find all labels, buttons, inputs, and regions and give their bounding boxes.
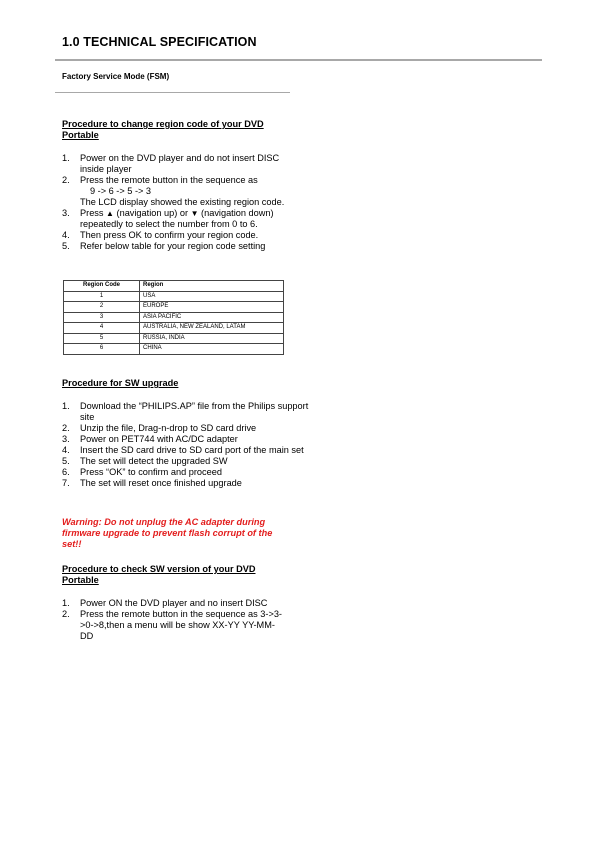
table-row: 3 ASIA PACIFIC <box>64 312 284 323</box>
table-row: 2 EUROPE <box>64 302 284 313</box>
down-arrow-icon: ▼ <box>190 209 199 218</box>
list-item: 1. Power on the DVD player and do not insert DISC inside player <box>62 153 280 174</box>
subtitle-divider <box>55 92 290 93</box>
list-item: 4. Insert the SD card drive to SD card port of the main set <box>62 445 304 455</box>
region-procedure-heading: Procedure to change region code of your DVD Portable <box>62 119 264 140</box>
list-item: 2. Press the remote button in the sequence as 9 -> 6 -> 5 -> 3 The LCD display showed the existing region code. <box>62 175 287 208</box>
list-item: 2. Press the remote button in the sequence as 3->3->0->8,then a menu will be show XX-YY YY-MM-DD <box>62 609 282 641</box>
up-arrow-icon: ▲ <box>106 209 114 218</box>
list-item: 5. The set will detect the upgraded SW <box>62 456 228 466</box>
title-divider <box>55 59 542 61</box>
sw-upgrade-heading: Procedure for SW upgrade <box>62 378 179 388</box>
firmware-warning: Warning: Do not unplug the AC adapter during firmware upgrade to prevent flash corrupt of the set!! <box>62 517 273 549</box>
list-item: 1. Download the “PHILIPS.AP” file from the Philips support site <box>62 401 309 422</box>
sw-version-steps <box>62 598 284 642</box>
list-item: 3. Power on PET744 with AC/DC adapter <box>62 434 238 444</box>
list-item: 5. Refer below table for your region code setting <box>62 241 266 251</box>
region-code-table <box>63 280 284 355</box>
table-row: 4 AUSTRALIA, NEW ZEALAND, LATAM <box>64 323 284 334</box>
column-header-region-code: Region Code <box>64 281 140 292</box>
list-item: 2. Unzip the file, Drag-n-drop to SD card drive <box>62 423 257 433</box>
column-header-region: Region <box>140 281 284 292</box>
table-row: 1 USA <box>64 291 284 302</box>
list-item: 7. The set will reset once finished upgrade <box>62 478 242 488</box>
list-item: 6. Press “OK” to confirm and proceed <box>62 467 222 477</box>
list-item: 1. Power ON the DVD player and no insert DISC <box>62 598 268 608</box>
sw-upgrade-steps <box>62 401 317 489</box>
region-procedure-steps <box>62 153 287 252</box>
sw-version-heading: Procedure to check SW version of your DVD Portable <box>62 564 256 585</box>
page-title: 1.0 TECHNICAL SPECIFICATION <box>62 35 257 49</box>
list-item: 3. Press ▲ (navigation up) or ▼ (navigation down) repeatedly to select the number from 0 to 6. <box>62 208 274 229</box>
button-sequence: 9 -> 6 -> 5 -> 3 <box>90 186 152 196</box>
table-row: 6 CHINA <box>64 344 284 355</box>
table-header-row <box>64 281 284 292</box>
table-row: 5 RUSSIA, INDIA <box>64 333 284 344</box>
list-item: 4. Then press OK to confirm your region code. <box>62 230 259 240</box>
section-subtitle: Factory Service Mode (FSM) <box>62 72 170 81</box>
